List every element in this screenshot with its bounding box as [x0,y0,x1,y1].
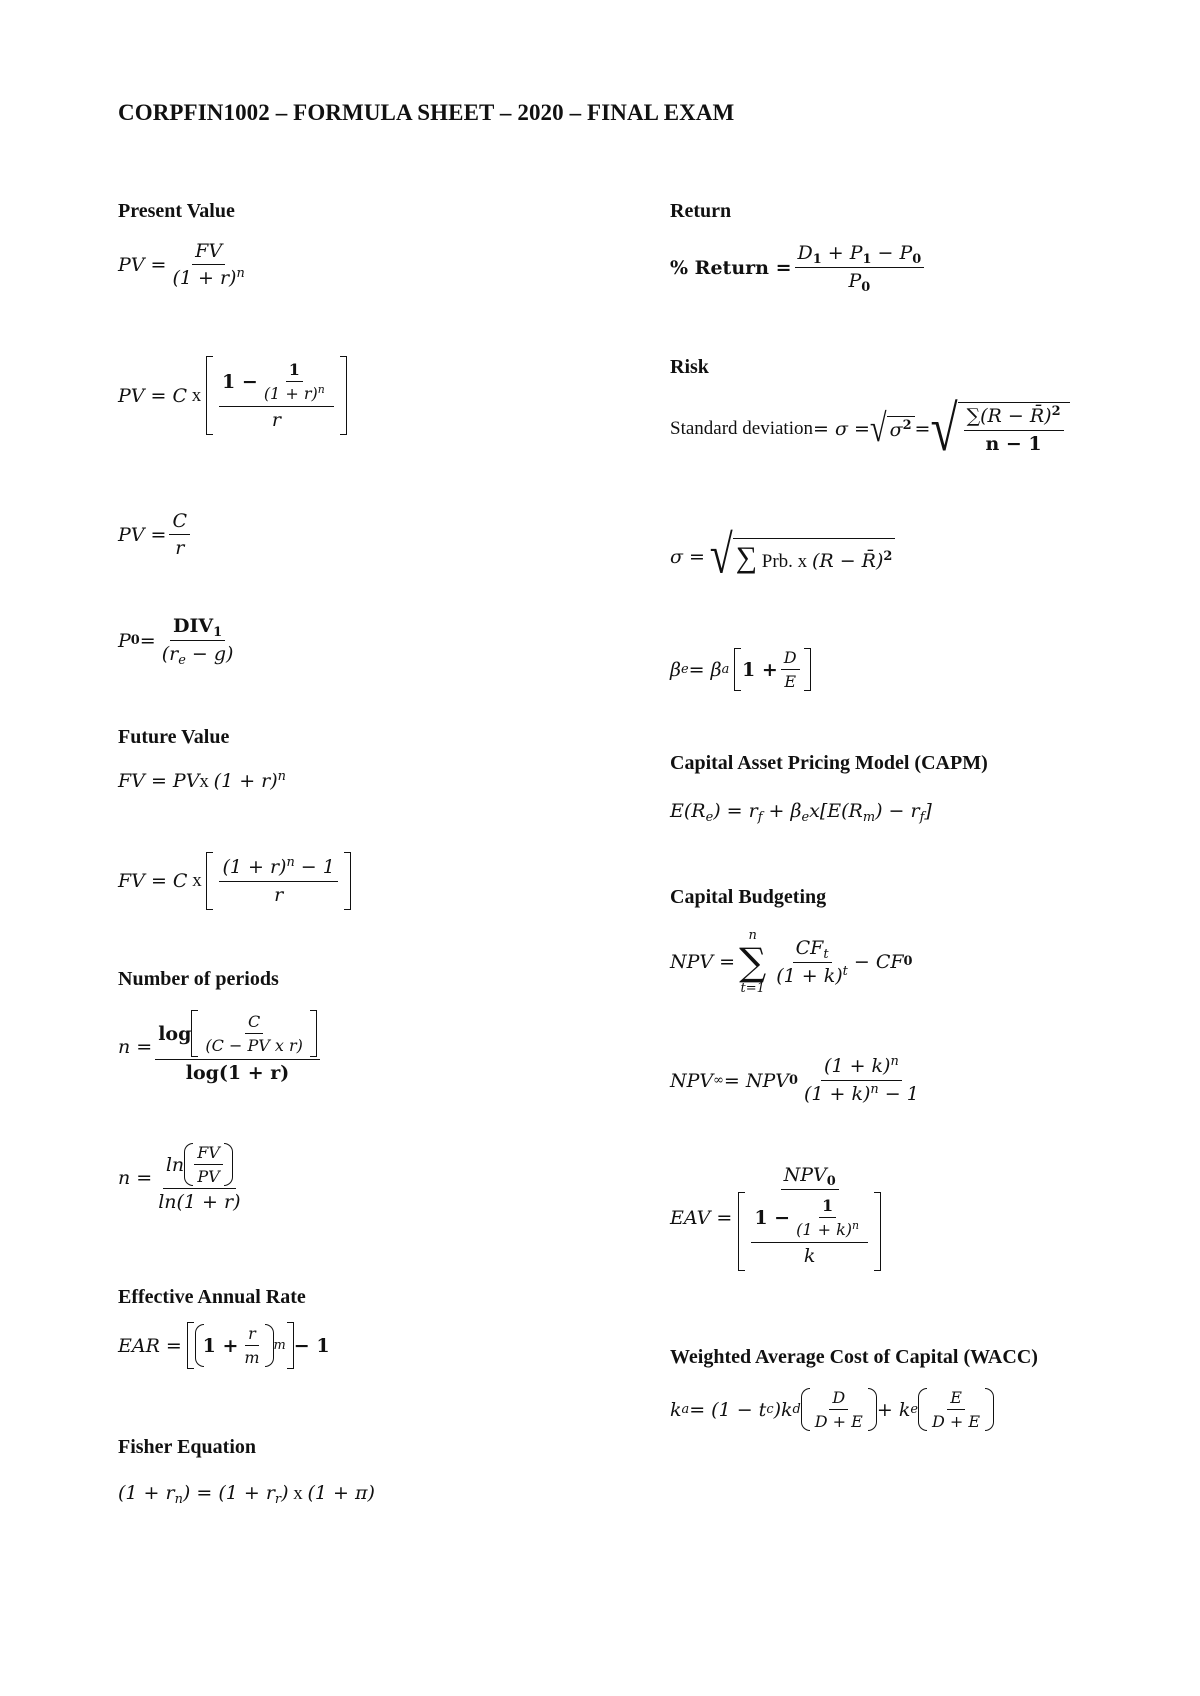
levered-beta-formula: β e = β a 1 + $\frac{D}{E}$ [670,648,811,691]
fisher-formula: $(1 + r_n) = (1 + r_r)$ x (1 + π) [118,1482,375,1507]
fv-annuity-formula: FV = C x $\frac{(1 + r)^n - 1}{r}$ [118,852,351,910]
periods-log-formula: n = log $\frac{C}{\text{(C − PV x r)}}$ log(1 + r) [118,1010,323,1084]
capital-budgeting-heading: Capital Budgeting [670,886,827,908]
wacc-formula: k a = (1 − t c )k d $\frac{D}{D + E}$ + k e $\frac{E}{D + E}$ [670,1388,994,1431]
ear-formula: EAR = 1 + $\frac{r}{m}$ m − 1 [118,1324,330,1367]
return-formula: % Return = $\frac{D_1 + P_1 - P_0}{P_0}$ [670,242,927,293]
risk-heading: Risk [670,356,709,378]
eav-formula: EAV = $NPV_0$ 1 − $\frac{1}{(1 + k)^n}$ k [670,1164,887,1271]
ear-heading: Effective Annual Rate [118,1286,306,1308]
pv-formula-single: PV = $\frac{FV}{(1 + r)^n}$ [118,240,245,289]
number-of-periods-heading: Number of periods [118,968,279,990]
wacc-heading: Weighted Average Cost of Capital (WACC) [670,1346,1038,1368]
periods-ln-formula: n = ln $\frac{FV}{PV}$ ln(1 + r) [118,1143,241,1213]
npv-infinity-formula: NPV ∞ = NPV 0 $\frac{(1 + k)^n}{(1 + k)^n - 1}$ [670,1053,919,1105]
page-title: CORPFIN1002 – FORMULA SHEET – 2020 – FINAL EXAM [118,100,735,125]
capm-heading: Capital Asset Pricing Model (CAPM) [670,752,988,774]
capm-formula: $E(R_e) = r_f + \beta_ex[E(R_m) - r_f]$ [670,800,932,825]
future-value-heading: Future Value [118,726,230,748]
fisher-heading: Fisher Equation [118,1436,256,1458]
npv-formula: NPV = n ∑ t=1 $\frac{CF_t}{(1 + k)^t}$ − CF 0 [670,928,913,996]
sigma-probability-formula: σ = √ ∑ Prb. x (R − R̄)$^2$ [670,536,895,578]
present-value-heading: Present Value [118,200,235,222]
fv-formula-single: FV = PVx $(1 + r)^n$ [118,768,286,792]
standard-deviation-formula: Standard deviation = σ = √ $\sigma^2$ = √ $\frac{\sum(R - R̄)^2}{n - 1}$ [670,402,1070,455]
pv-perpetuity-formula: PV = $\frac{C}{r}$ [118,510,193,559]
dividend-growth-formula: P 0 = $\frac{DIV_1}{(r_e - g)}$ [118,615,234,668]
pv-annuity-formula: PV = C x 1 − $\frac{1}{(1 + r)^n}$ r [118,356,347,435]
return-heading: Return [670,200,732,222]
